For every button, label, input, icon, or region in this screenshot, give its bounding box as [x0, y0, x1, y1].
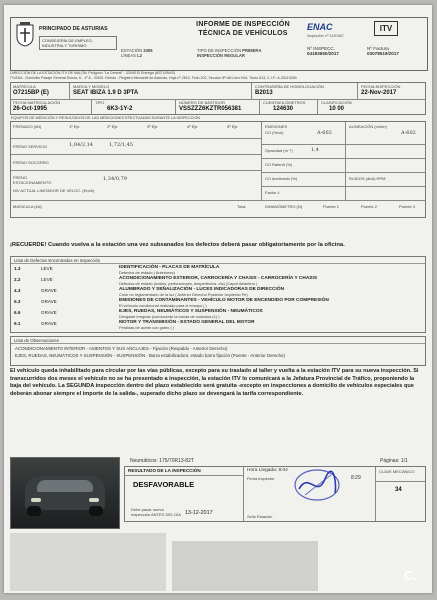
- vehicle-photo: [10, 457, 120, 529]
- defect-code: 4.3: [14, 288, 21, 293]
- inspeccion-number-value: 04183650/2017: [307, 51, 339, 56]
- co-label: CO (%vol): [265, 130, 284, 135]
- enac-logo: ENAC: [307, 22, 333, 32]
- hora-llegada-label: Hora Llegada:: [247, 468, 278, 473]
- report-title: INFORME DE INSPECCIÓN TÉCNICA DE VEHÍCULOS: [196, 21, 290, 37]
- freno-servicio-eje2: 1,72/1,45: [109, 142, 133, 148]
- ruidos-label: RUIDOS (dbA) RPM: [349, 176, 386, 181]
- defect-level: GRAVE: [41, 288, 57, 293]
- clasificacion-value: 10 00: [329, 106, 345, 112]
- co-acelerado-label: CO Acelerado (%): [265, 176, 298, 181]
- itv-report-sheet: [4, 5, 432, 593]
- estacion-field: [121, 48, 153, 58]
- masicula-label: MASICULA (kN): [13, 204, 42, 209]
- tipo-inspeccion-value: PRIMERA: [242, 48, 262, 53]
- defect-row: [11, 298, 425, 308]
- equipos-heading: EQUIPOS DE MEDICIÓN Y RESULTADOS DE LAS MEDICIONES EFECTUADAS DURANTE LA INSPECCIÓN: [11, 116, 201, 120]
- opacidad-label: Opacidad (m⁻¹): [265, 148, 293, 153]
- defect-row: [11, 287, 425, 297]
- debe-pasar-label: Debe pasar nueva: [131, 507, 164, 512]
- corner-watermark: C.: [404, 568, 417, 583]
- defect-description: El vehículo condicional realizado para el ensayo ( ): [119, 303, 207, 309]
- hora-llegada: [247, 468, 288, 473]
- bastidor-value: VSSZZZ6KZTR056381: [179, 106, 242, 112]
- clasificacion-label: CLASIFICACIÓN: [321, 100, 352, 105]
- defect-row: [11, 265, 425, 275]
- itv-logo: ITV: [374, 21, 398, 36]
- contrasena-value: B2013: [255, 90, 273, 96]
- bastidor-label: NÚMERO DE BASTIDOR: [179, 100, 226, 105]
- observations-heading: Lista de Observaciones: [11, 337, 425, 344]
- velocidad-label: NIV ACTUAL LIMITADOR DE VELOC. (Km/h): [13, 188, 95, 193]
- tipo-inspeccion-field: [197, 48, 261, 58]
- neumaticos: Neumáticos: 175/70R13-82T: [130, 458, 194, 464]
- marca-value: SEAT IBIZA 1.9 D 3PTA: [73, 90, 139, 96]
- eje-2-label: 2º Eje: [107, 124, 118, 129]
- fecha-matriculacion-label: FECHA MATRICULACIÓN: [13, 100, 61, 105]
- factura-label: Nº Factura: [367, 46, 389, 51]
- total-label: Total: [237, 204, 246, 209]
- dinamometro-label: DINAMÓMETRO (N): [265, 204, 303, 209]
- asturias-crest-icon: [14, 21, 36, 47]
- defect-title: IDENTIFICACIÓN - PLACAS DE MATRÍCULA: [119, 265, 220, 270]
- defect-code: 5.3: [14, 299, 21, 304]
- defects-list: [10, 256, 426, 333]
- defect-level: GRAVE: [41, 310, 57, 315]
- fecha-inspeccion-label: FECHA INSPECCIÓN: [361, 84, 401, 89]
- tipo-inspeccion-label: TIPO DE INSPECCIÓN: [197, 48, 241, 53]
- emisiones-equipo: A-602: [317, 130, 332, 136]
- vehicle-data-box: [10, 82, 426, 115]
- frenado-label: FRENADO (kN): [13, 124, 42, 129]
- defect-title: EMISIONES DE CONTAMINANTES - VEHÍCULO MOTOR DE ENCENDIDO POR COMPRESIÓN: [119, 298, 329, 303]
- report-header: [10, 17, 428, 71]
- measurements-box: [10, 121, 426, 218]
- principado-label: PRINCIPADO DE ASTURIAS: [39, 26, 108, 32]
- legal-paragraph: El vehículo queda inhabilitado para circular por las vías públicas, excepto para su traslado al taller y vuelta a la estación ITV para su nueva inspección. Si transcurridos dos meses el vehículo no se ha presentado a inspección, la estación ITV lo comunicará a la Jefatura Provincial de Tráfico, proponiendo la baja del vehículo. La SEGUNDA inspección dentro del plazo establecido será gratuita -excepto en inspecciones a domicilio de vehículos especiales que deberán abonar siempre el importe de la salida-, superado dicho plazo se devengará la tarifa correspondiente.: [10, 368, 419, 397]
- tipo-label: TIPO: [95, 100, 105, 105]
- redacted-area-right: [172, 541, 318, 591]
- headlight-left: [31, 498, 41, 502]
- paginas: Páginas: 1/1: [380, 458, 408, 464]
- observation-line: EJES, RUEDAS, NEUMÁTICOS Y SUSPENSIÓN - SUSPENSIÓN - Barra estabilizadora: estado barra fijación (Puente - Anterior Derecho): [15, 353, 285, 358]
- car-windshield: [37, 480, 93, 492]
- inspeccion-antes-value: 13-12-2017: [185, 510, 213, 516]
- eje-5-label: 5º Eje: [227, 124, 238, 129]
- puente-3-label: Puente 3: [399, 204, 416, 209]
- enac-subtitle: Inspección nº 31/EI087: [307, 34, 344, 38]
- wheel-right: [89, 506, 103, 516]
- alineacion-equipo: A-602: [401, 130, 416, 136]
- co-ralenti-label: CO Ralentí (%): [265, 162, 293, 167]
- station-address: [10, 71, 426, 80]
- defect-title: EJES, RUEDAS, NEUMÁTICOS Y SUSPENSIÓN - NEUMÁTICOS: [119, 309, 263, 314]
- km-value: 124630: [273, 106, 294, 112]
- defect-level: GRAVE: [41, 299, 57, 304]
- freno-servicio-label: FRENO SERVICIO: [13, 144, 48, 149]
- inspeccion-antes-label: Inspección ANTES DEL DÍA: [131, 512, 181, 517]
- defect-code: 9.1: [14, 321, 21, 326]
- matricula-value: O7215BP (E): [13, 90, 49, 96]
- estacion-value: 3306: [143, 48, 153, 53]
- recuerde-notice: ¡RECUERDE! Cuando vuelva a la estación una vez subsanados los defectos deberá pasar obligatoriamente por la oficina.: [10, 242, 345, 248]
- defect-description: Defectos de estado ( Anteriores): [119, 270, 175, 276]
- eje-3-label: 3º Eje: [147, 124, 158, 129]
- defect-title: ALUMBRADO Y SEÑALIZACIÓN - LUCES INDICADORAS DE DIRECCIÓN: [119, 287, 285, 292]
- defect-row: [11, 309, 425, 319]
- observation-line: ACONDICIONAMIENTO INTERIOR - ASIENTOS Y SUS ANCLAJES - Fijación (Respaldo - Anterior Derecho): [15, 346, 228, 351]
- freno-estacionamiento-label: FRENO ESTACIONAMIENTO: [13, 175, 52, 185]
- puente-2-label: Puente 2: [361, 204, 378, 209]
- result-box: [124, 466, 426, 522]
- clave-mecanico-label: CLAVE MECÁNICO: [379, 469, 415, 474]
- defect-code: 6.6: [14, 310, 21, 315]
- headlight-right: [89, 498, 99, 502]
- inspeccion-number: [307, 46, 339, 56]
- freno-estacionamiento-value: 1,34/0,79: [103, 176, 127, 182]
- wheel-left: [27, 506, 41, 516]
- defect-row: [11, 320, 425, 330]
- defect-title: ACONDICIONAMIENTO EXTERIOR, CARROCERÍA Y CHASIS - CARROCERÍA Y CHASIS: [119, 276, 318, 281]
- observations-list: [10, 336, 426, 366]
- matricula-label: MATRÍCULA: [13, 84, 36, 89]
- inspeccion-number-label: Nº INSPECC.: [307, 46, 335, 51]
- consejeria-label: CONSEJERÍA DE EMPLEO, INDUSTRIA Y TURISMO: [39, 36, 117, 50]
- redacted-area-left: [10, 533, 166, 591]
- defects-heading: Lista de Defectos Encontrados en Inspección: [11, 257, 425, 264]
- tipo-inspeccion-value-2: INSPECCIÓN REGULAR: [197, 53, 245, 59]
- defect-code: 2.2: [14, 277, 21, 282]
- result-value: DESFAVORABLE: [133, 480, 195, 489]
- clave-mecanico-value: 34: [395, 487, 402, 493]
- hora-salida-value: 8:29: [351, 475, 361, 481]
- defect-row: [11, 276, 425, 286]
- contrasena-label: CONTRASEÑA DE HOMOLOGACIÓN: [255, 84, 324, 89]
- eje-4-label: 4º Eje: [187, 124, 198, 129]
- defect-description: Defectos de estado (óxidos, perforaciones, desperfectos, etc) (Capot delantero ): [119, 281, 258, 287]
- inspector-signature-stamp: [291, 465, 343, 507]
- estacion-label: ESTACIÓN: [121, 48, 143, 53]
- lambda-label: Factor λ: [265, 190, 280, 195]
- result-heading: RESULTADO DE LA INSPECCIÓN: [128, 468, 201, 473]
- firma-inspector-label: Firma inspector: [247, 476, 275, 481]
- defect-level: GRAVE: [41, 321, 57, 326]
- fecha-matriculacion-value: 26-Oct-1995: [13, 106, 48, 112]
- alineacion-label: ALINEACIÓN (m/km): [349, 124, 387, 129]
- defect-code: 1.3: [14, 266, 21, 271]
- eje-1-label: 1º Eje: [69, 124, 80, 129]
- fecha-inspeccion-value: 22-Nov-2017: [361, 90, 397, 96]
- sello-estacion-label: Sello Estación: [247, 514, 273, 519]
- defect-description: Color no reglamentario de la luz ( Anterior Derecho Posterior Izquierdo Pe): [119, 292, 248, 298]
- km-label: CUENTAKILÓMETROS: [263, 100, 306, 105]
- marca-label: MARCA Y MODELO: [73, 84, 110, 89]
- hora-llegada-value: 8:04: [278, 468, 288, 473]
- freno-socorro-label: FRENO SOCORRO: [13, 160, 49, 165]
- defect-level: LEVE: [41, 266, 53, 271]
- puente-1-label: Puente 1: [323, 204, 340, 209]
- defect-title: MOTOR Y TRANSMISIÓN - ESTADO GENERAL DEL MOTOR: [119, 320, 255, 325]
- lineas-label: LÍNEAS: [121, 53, 136, 59]
- station-empresa: ITVASA - Domicilio Pasaje General Elorza, 6 - 1º A - 33001 Oviedo - Registro Mercantil de Asturias, Hoja nº 2610, Folio 202, Sección 8ª del Libro N/A. Tomo 813, C.I.F.: A-33119289: [10, 75, 297, 80]
- factura-value: 03078519/2017: [367, 51, 399, 56]
- defect-level: LEVE: [41, 277, 53, 282]
- tipo-value: 6K3-1Y-2: [107, 106, 133, 112]
- lineas-value: L2: [137, 53, 142, 59]
- result-section: [124, 458, 426, 524]
- station-direccion: DIRECCIÓN DE LA ESTACIÓN ITV DE NALÓN. Polígono "La Central" - 33940 El Entrego (ASTURIAS): [10, 71, 176, 75]
- factura-number: [367, 46, 399, 56]
- defect-description: Pérdidas de aceite con goteo ( ): [119, 325, 175, 331]
- defect-description: Desgaste irregular (conducente la banda de rodadura (1) ): [119, 314, 220, 320]
- freno-servicio-eje1: 1,04/2,14: [69, 142, 93, 148]
- emisiones-label: EMISIONES: [265, 124, 288, 129]
- opacidad-value: 1,4: [311, 147, 319, 153]
